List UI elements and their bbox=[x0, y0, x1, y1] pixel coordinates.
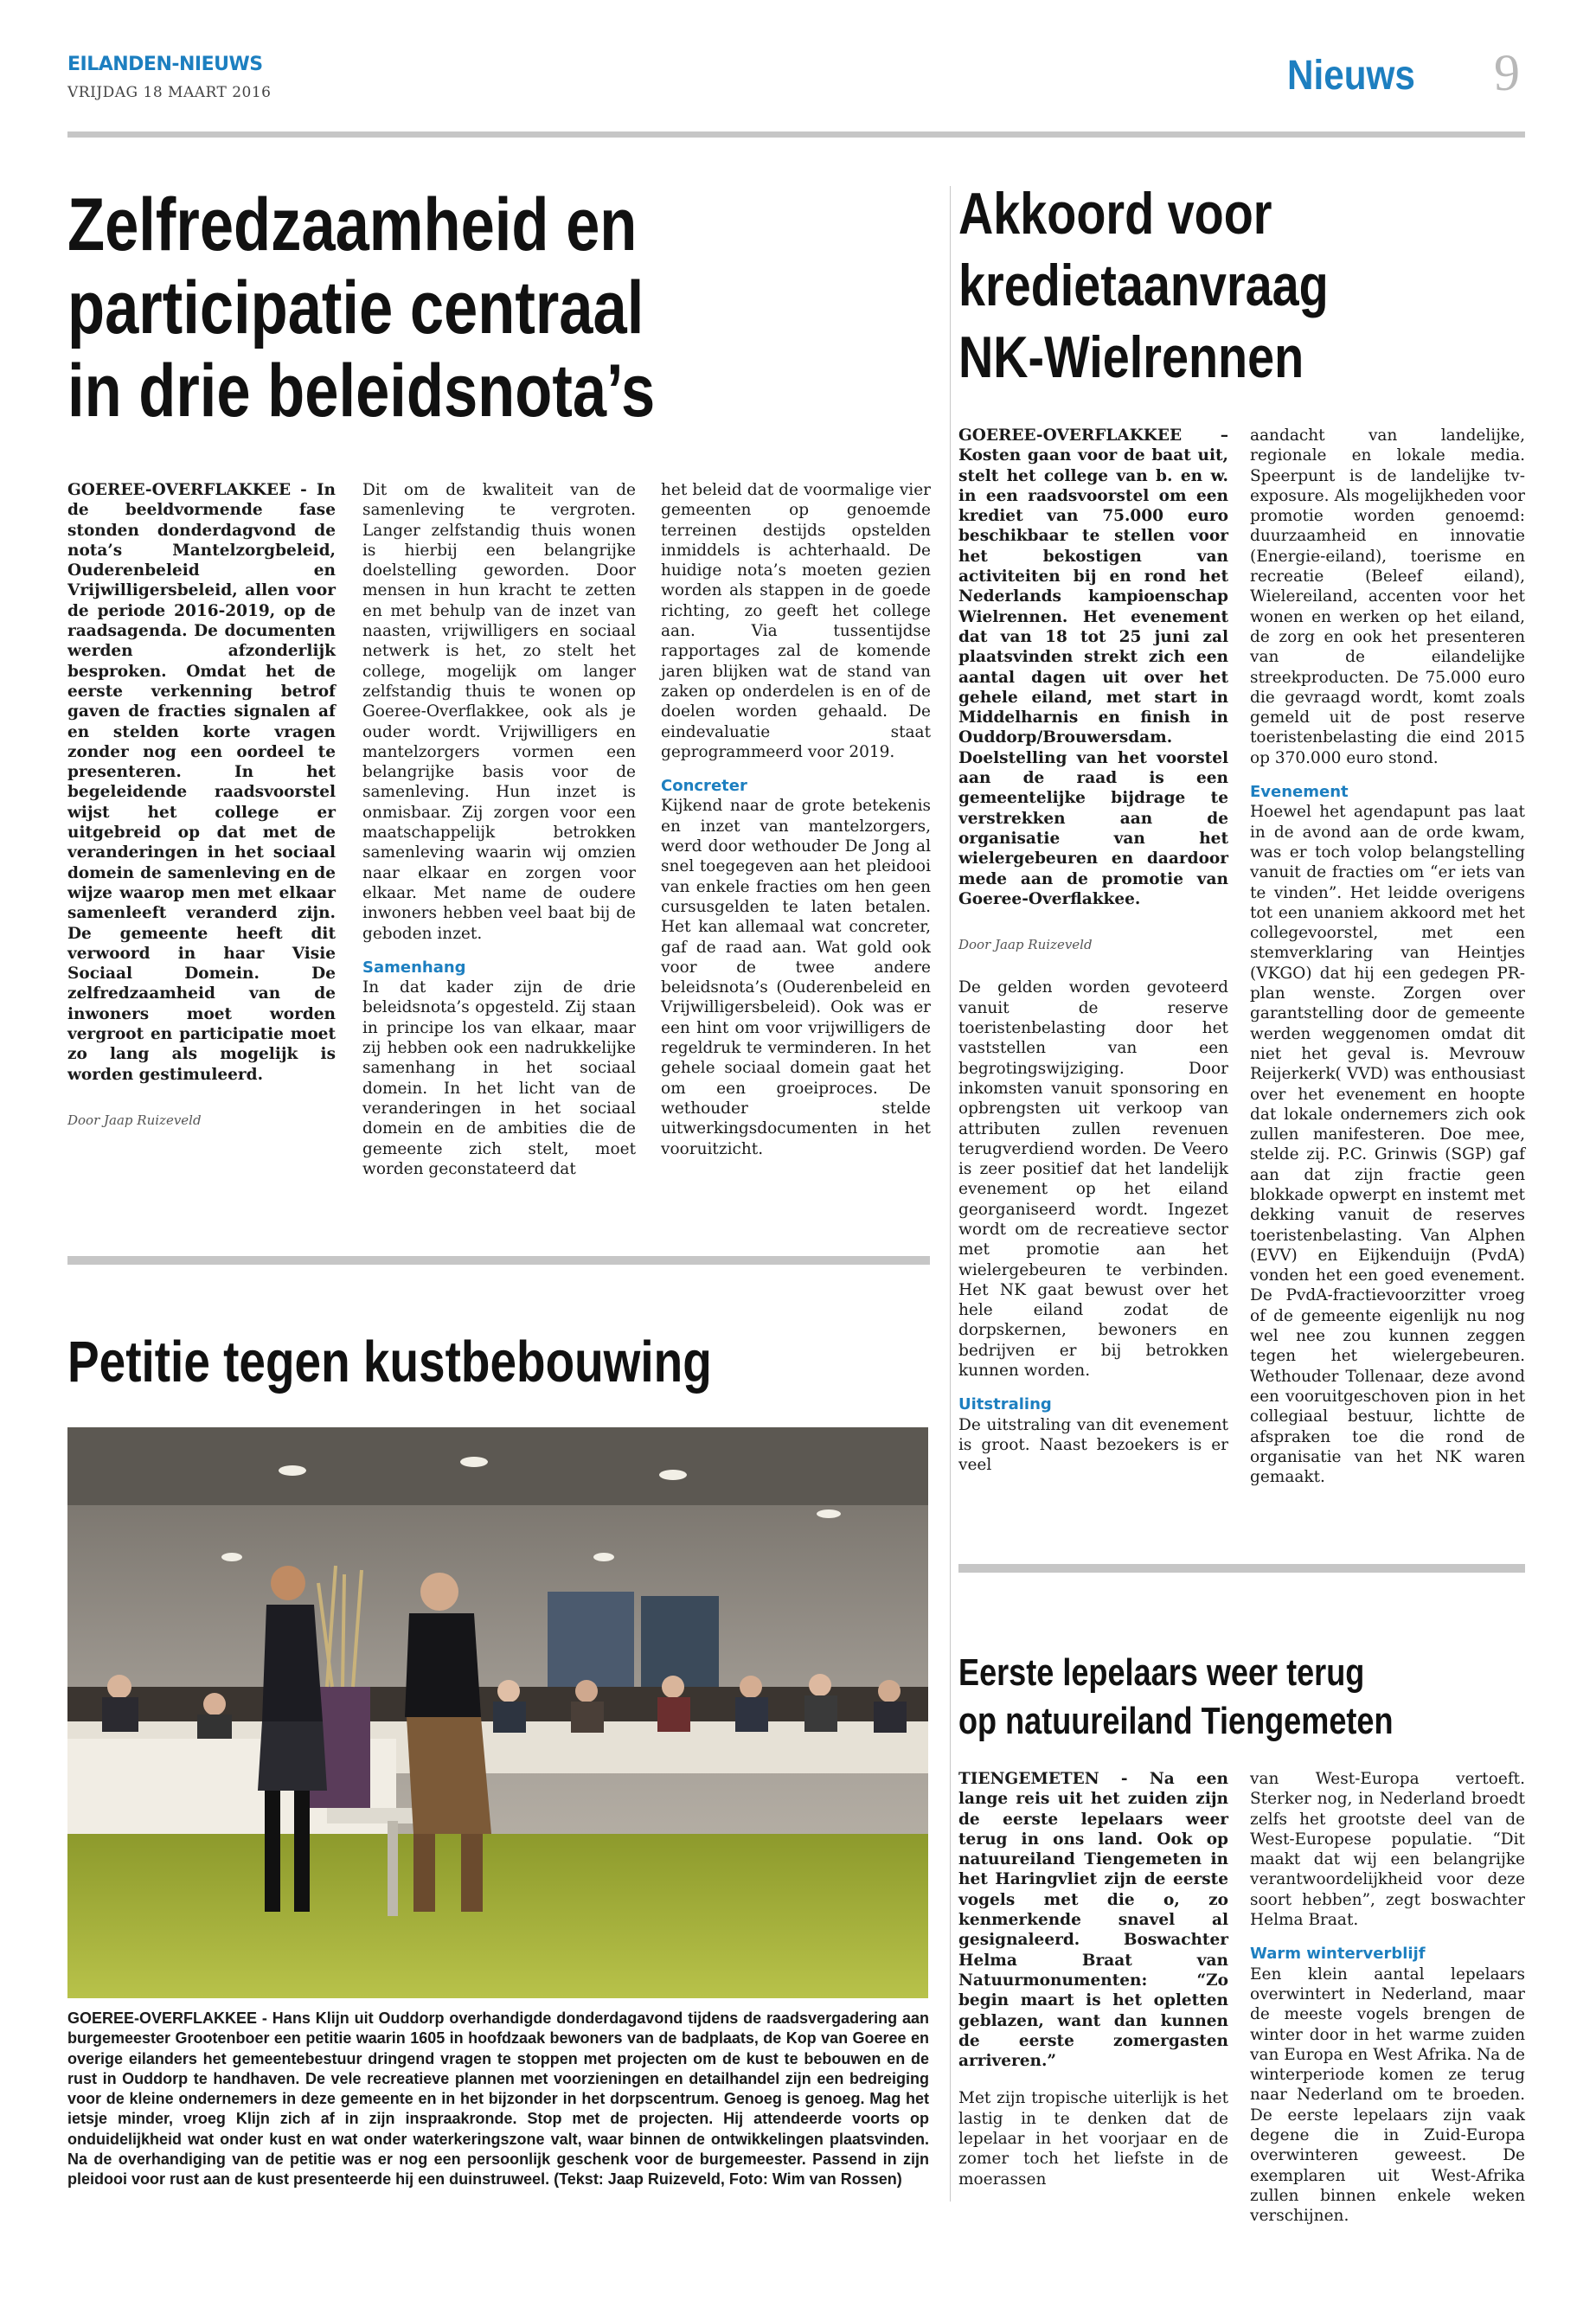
main-byline: Door Jaap Ruizeveld bbox=[67, 1112, 202, 1128]
akkoord-col-2 bbox=[1250, 426, 1525, 1487]
main-col-3 bbox=[661, 480, 931, 1159]
main-headline-line: in drie beleidsnota’s bbox=[67, 349, 656, 433]
main-headline bbox=[67, 183, 784, 433]
petitie-headline: Petitie tegen kustbebouwing bbox=[67, 1330, 712, 1394]
main-subhead-concreter: Concreter bbox=[661, 777, 747, 796]
akkoord-headline-line: kredietaanvraag bbox=[958, 253, 1329, 318]
section-title: Nieuws bbox=[1287, 53, 1415, 99]
lepelaars-col-2 bbox=[1250, 1769, 1525, 2227]
council-meeting-photo bbox=[67, 1427, 928, 1998]
main-paragraph: Kijkend naar de grote betekenis en inzet van mantelzorgers, werd door wethouder De Jong al snel toegegeven aan het pleidooi van enkele fracties om hen geen cursusgelden te laten betalen. Het kan allemaal wat concreter, gaf de raad aan. Wat gold ook voor de twee andere beleidsnota’s (Ouderenbeleid en Vrijwilligersbeleid). Ook was er een hint om voor vrijwilligers de regeldruk te verminderen. In het gehele sociaal domein gaat het om een groeiproces. De wethouder stelde uitwerkingsdocumenten in het vooruitzicht. bbox=[661, 797, 931, 1158]
main-paragraph: In dat kader zijn de drie beleidsnota’s opgesteld. Zij staan in principe los van elkaar, maar zij hebben ook een nadrukkelijke samenhang in het sociaal domein. In het licht van de veranderingen in het sociaal domein en de ambities die de gemeente zich stelt, moet worden geconstateerd dat bbox=[362, 978, 636, 1178]
akkoord-paragraph: aandacht van landelijke, regionale en lokale media. Speerpunt is de landelijke tv-exposure. Als mogelijkheden voor promotie worden genoemd: duurzaamheid en innovatie (Energie-eiland), toerisme en recreatie (Beleef eiland), Wielereiland, accenten voor het wonen en werken op het eiland, de zorg en ook het presenteren van de eilandelijke streekproducten. De 75.000 euro die gevraagd wordt, komt zoals gemeld uit de post reserve toeristenbelasting die eind 2015 op 370.000 euro stond. bbox=[1250, 426, 1525, 767]
akkoord-headline-line: NK-Wielrennen bbox=[958, 324, 1304, 390]
main-paragraph: het beleid dat de voormalige vier gemeenten op genoemde terreinen destijds opstelden inmiddels is achterhaald. De huidige nota’s moeten gezien worden als stappen in de goede richting, zo geeft het college aan. Via tussentijdse rapportages zal de komende jaren blijken wat de stand van zaken op onderdelen is en of de doelen worden gehaald. De eindevaluatie staat geprogrammeerd voor 2019. bbox=[661, 481, 931, 761]
main-subhead-samenhang: Samenhang bbox=[362, 958, 466, 977]
paper-masthead: EILANDEN-NIEUWS bbox=[67, 54, 263, 75]
lepelaars-paragraph: van West-Europa vertoeft. Sterker nog, in Nederland broedt zelfs het grootste deel van de West-Europese populatie. “Dit maakt dat wij een belangrijke verantwoordelijkheid voor deze soort hebben”, zegt boswachter Helma Braat. bbox=[1250, 1770, 1525, 1930]
column-divider bbox=[950, 186, 951, 2202]
main-headline-line: Zelfredzaamheid en bbox=[67, 183, 638, 266]
photo-caption: GOEREE-OVERFLAKKEE - Hans Klijn uit Ouddorp overhandigde donderdagavond tijdens de raadsvergadering aan burgemeester Grootenboer een petitie waarin 1605 in hoofdzaak bewoners van de badplaats, de Kop van Goeree en overige eilanders het gemeentebestuur dringend vragen te stoppen met projecten om de kust te bebouwen en de rust in Ouddorp te handhaven. De vele recreatieve plannen met voorzieningen en detailhandel zijn een bedreiging voor de kleine ondernemers in deze gemeente en in het bijzonder in het dorpscentrum. Genoeg is genoeg. Mag het ietsje minder, vroeg Klijn zich af in zijn inspraakronde. Stop met de projecten. Hij attendeerde voorts op onduidelijkheid wat onder kust en wat onder waterkeringszone valt, waar binnen de ontwikkelingen plaatsvinden. Na de overhandiging van de petitie was er nog een persoonlijk geschenk voor de burgemeester. Passend in zijn pleidooi voor rust aan de kust presenteerde hij een duinstruweel. (Tekst: Jaap Ruizeveld, Foto: Wim van Rossen) bbox=[67, 2009, 929, 2189]
main-lead: GOEREE-OVERFLAKKEE - In de beeldvormende fase stonden donderdagvond de nota’s Mantelzorgbeleid, Ouderenbeleid en Vrijwilligersbeleid, allen voor de periode 2016-2019, op de raadsagenda. De documenten werden afzonderlijk besproken. Omdat het de eerste verkenning betrof gaven de fracties signalen af en stelden korte vragen zonder nog een oordeel te presenteren. In het begeleidende raadsvoorstel wijst het college er uitgebreid op dat met de veranderingen in het sociaal domein de samenleving en de wijze waarop men met elkaar samenleeft veranderd zijn. De gemeente heeft dit verwoord in haar Visie Sociaal Domein. De zelfredzaamheid van de inwoners moet worden vergroot en participatie moet zo lang als mogelijk is worden gestimuleerd. bbox=[67, 481, 336, 1084]
issue-date: VRIJDAG 18 MAART 2016 bbox=[67, 84, 272, 101]
petition-photo bbox=[67, 1427, 928, 1998]
main-paragraph: Dit om de kwaliteit van de samenleving te vergroten. Langer zelfstandig thuis wonen is hierbij een belangrijke doelstelling geworden. Door mensen in hun kracht te zetten en met behulp van de inzet van naasten, vrijwilligers en sociaal netwerk is het, zo stelt het college, mogelijk om langer zelfstandig thuis te wonen op Goeree-Overflakkee, ook als je ouder wordt. Vrijwilligers en mantelzorgers vormen een belangrijke basis voor de samenleving. Hun inzet is onmisbaar. Zij zorgen voor een maatschappelijk betrokken samenleving waarin wij omzien naar elkaar en zorgen voor elkaar. Met name de oudere inwoners hebben veel baat bij de geboden inzet. bbox=[362, 481, 636, 943]
header-rule bbox=[67, 131, 1525, 138]
main-col-1 bbox=[67, 480, 336, 1131]
akkoord-paragraph: Hoewel het agendapunt pas laat in de avond aan de orde kwam, was er toch volop belangstelling vanuit de fracties om “er iets van te vinden”. Het leidde overigens tot een unaniem akkoord met het collegevoorstel, met een stemverklaring van Heintjes (VKGO) dat hij een gedegen PR-plan wenste. Zorgen over garantstelling door de gemeente werden weggenomen omdat dit niet het geval is. Mevrouw Reijerkerk( VVD) was enthousiast over het evenement en hoopte dat lokale ondernemers zich ook zullen manifesteren. Doe mee, stelde zij. P.C. Grinwis (SGP) gaf aan dat zijn fractie geen blokkade opwerpt en instemt met dekking vanuit de reserves toeristenbelasting. Van Alphen (EVV) en Eijkenduijn (PvdA) vonden het een goed evenement. De PvdA-fractievoorzitter vroeg of de gemeente eigenlijk nu nog wel nee zou kunnen zeggen tegen het wielergebeuren. Wethouder Tollenaar, deze avond een vooruitgeschoven pion in het collegiaal bestuur, lichtte de afspraken toe die rond de organisatie van het NK waren gemaakt. bbox=[1250, 803, 1525, 1487]
akkoord-headline bbox=[958, 178, 1441, 394]
lepelaars-headline-line: op natuureiland Tiengemeten bbox=[958, 1700, 1394, 1742]
lepelaars-paragraph: Een klein aantal lepelaars overwintert in Nederland, maar de meeste vogels brengen de winter door in het warme zuiden van Europa en West Afrika. Na de winterperiode komen ze terug naar Nederland om te broeden. De eerste lepelaars zijn vaak degene die in Zuid-Europa overwinteren geweest. De exemplaren uit West-Afrika zullen binnen enkele weken verschijnen. bbox=[1250, 1965, 1525, 2226]
akkoord-col-1 bbox=[958, 426, 1228, 1476]
akkoord-paragraph: De gelden worden gevoteerd vanuit de reserve toeristenbelasting door het vaststellen van een begrotingswijziging. Door inkomsten vanuit sponsoring en opbrengsten uit verkoop van attributen zullen revenuen terugverdiend worden. De Veero is zeer positief dat het landelijk evenement op het eiland georganiseerd wordt. Ingezet wordt om de recreatieve sector met promotie aan het wielergebeuren te verbinden. Het NK gaat bewust over het hele eiland zodat de dorpskernen, bewoners en bedrijven er bij betrokken kunnen worden. bbox=[958, 978, 1228, 1381]
akkoord-lead: GOEREE-OVERFLAKKEE – Kosten gaan voor de baat uit, stelt het college van b. en w. in een raadsvoorstel om een krediet van 75.000 euro beschikbaar te stellen voor het bekostigen van activiteiten bij en rond het Nederlands kampioenschap Wielrennen. Het evenement dat van 18 tot 25 juni zal plaatsvinden strekt zich een aantal dagen uit over het gehele eiland, met start in Middelharnis en finish in Ouddorp/Brouwersdam. Doelstelling van het voorstel aan de raad is een gemeentelijke bijdrage te verstrekken aan de organisatie van het wielergebeuren en daardoor mede aan de promotie van Goeree-Overflakkee. bbox=[958, 426, 1228, 908]
lepelaars-headline-line: Eerste lepelaars weer terug bbox=[958, 1651, 1365, 1694]
main-headline-line: participatie centraal bbox=[67, 266, 644, 349]
section-divider bbox=[67, 1256, 930, 1265]
akkoord-subhead-evenement: Evenement bbox=[1250, 783, 1349, 802]
akkoord-headline-line: Akkoord voor bbox=[958, 181, 1272, 247]
lepelaars-subhead-winterverblijf: Warm winterverblijf bbox=[1250, 1945, 1426, 1964]
main-col-2 bbox=[362, 480, 636, 1179]
akkoord-subhead-uitstraling: Uitstraling bbox=[958, 1395, 1052, 1414]
lepelaars-paragraph: Met zijn tropische uiterlijk is het lastig in te denken dat de lepelaar in het voorjaar en de zomer toch het liefste in de moerassen bbox=[958, 2089, 1228, 2189]
page-number: 9 bbox=[1494, 44, 1520, 101]
akkoord-paragraph: De uitstraling van dit evenement is groot. Naast bezoekers is er veel bbox=[958, 1415, 1228, 1475]
lepelaars-headline bbox=[958, 1649, 1512, 1746]
lepelaars-lead: TIENGEMETEN - Na een lange reis uit het zuiden zijn de eerste lepelaars weer terug in ons land. Ook op natuureiland Tiengemeten in het Haringvliet zijn de eerste vogels met die o, zo kenmerkende snavel al gesignaleerd. Boswachter Helma Braat van Natuurmonumenten: “Zo begin maart is het opletten geblazen, want dan kunnen de eerste zomergasten arriveren.” bbox=[958, 1770, 1228, 2071]
akkoord-byline: Door Jaap Ruizeveld bbox=[958, 937, 1093, 953]
lepelaars-col-1 bbox=[958, 1769, 1228, 2189]
section-divider bbox=[958, 1564, 1525, 1573]
